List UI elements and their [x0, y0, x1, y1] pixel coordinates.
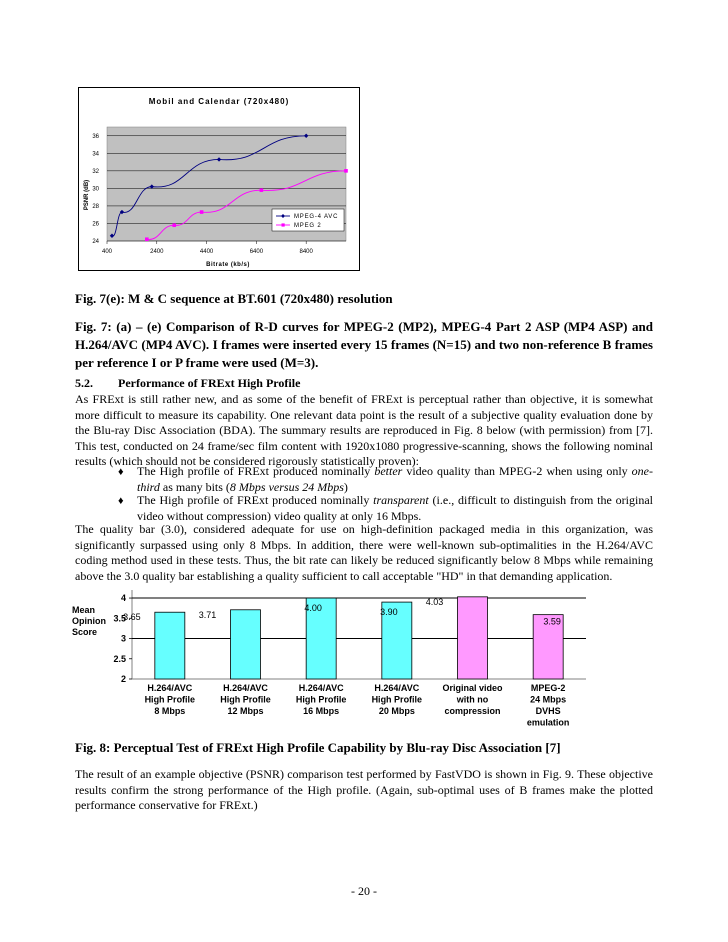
x-tick-label: High Profile — [371, 694, 423, 705]
data-label: 3.65 — [123, 612, 141, 623]
x-tick-label: 24 Mbps — [530, 694, 567, 705]
x-tick-label: 8400 — [299, 249, 313, 255]
x-tick-label: 20 Mbps — [378, 706, 415, 716]
legend-marker — [282, 223, 285, 226]
y-axis-label — [72, 605, 106, 637]
chart-title: Mobil and Calendar (720x480) — [148, 97, 290, 106]
fig7e-caption: Fig. 7(e): M & C sequence at BT.601 (720x480) resolution — [75, 291, 393, 306]
x-tick-label: High Profile — [295, 694, 347, 705]
x-tick-label: compression — [444, 706, 501, 716]
x-tick-label: H.264/AVC — [374, 683, 420, 693]
bar — [155, 612, 185, 679]
x-tick-label: H.264/AVC — [298, 683, 344, 693]
legend-label: MPEG-4 AVC — [294, 214, 339, 220]
x-tick-label: 8 Mbps — [154, 706, 186, 716]
x-tick-label: with no — [456, 694, 489, 705]
bullet-item-transparent-quality: The High profile of FRExt produced nominally transparent (i.e., difficult to distinguish from the original video without compression) video quality at only 16 Mbps. — [137, 493, 653, 523]
x-tick-label: High Profile — [220, 694, 271, 705]
y-tick-label: 3 — [120, 633, 126, 644]
paragraph-quality-bar: The quality bar (3.0), considered adequate for use on high-definition packaged media in this organization, was significantly surpassed using only 8 Mbps. In addition, there were well-known sub-optimalities in the H.264/AVC coding method used in these tests. Thus, the bit rate can likely be reduced significantly below 8 Mbps while remaining above the 3.0 quality bar establishing a quality sufficient to call acceptable "HD" in that demanding application. — [75, 522, 653, 583]
paragraph-psnr-results: The result of an example objective (PSNR) comparison test performed by FastVDO is shown in Fig. 9. These objective results confirm the strong performance of the High profile. (Again, sub-optimal uses of B frames make the plotted performance conservative for FRExt.) — [75, 767, 653, 812]
x-tick-label: Original video — [442, 683, 503, 693]
bar — [231, 610, 261, 679]
y-tick-label: 26 — [92, 221, 99, 228]
x-tick-label: High Profile — [144, 694, 196, 705]
section-title: Performance of FRExt High Profile — [118, 376, 301, 390]
x-axis-label: Bitrate (kb/s) — [206, 262, 250, 268]
bullet-item-better-quality: The High profile of FRExt produced nominally better video quality than MPEG-2 when using only one-third as many bits (8 Mbps versus 24 Mbps) — [137, 464, 653, 494]
section-number: 5.2. — [75, 376, 93, 390]
y-tick-label: 3.5 — [113, 613, 126, 624]
legend-label: MPEG 2 — [294, 223, 322, 229]
x-tick-label: 12 Mbps — [227, 706, 264, 716]
data-point — [260, 188, 264, 192]
y-tick-label: 28 — [92, 203, 99, 210]
plot-area — [92, 127, 347, 255]
data-label: 4.03 — [425, 596, 444, 607]
bullet-marker: ♦ — [118, 495, 124, 507]
x-tick-label: 6400 — [249, 249, 264, 255]
plot-area — [113, 590, 586, 728]
mos-bar-chart — [70, 582, 660, 732]
x-tick-label: H.264/AVC — [223, 683, 268, 693]
data-label: 4.00 — [304, 603, 322, 614]
x-tick-label: 400 — [101, 249, 113, 255]
bar — [458, 597, 488, 679]
section-heading — [75, 376, 300, 391]
y-tick-label: 2.5 — [113, 653, 126, 664]
x-tick-label: 4400 — [199, 249, 214, 255]
data-point — [172, 223, 176, 227]
x-tick-label: emulation — [526, 717, 570, 728]
svg-text:Score: Score — [72, 627, 98, 637]
data-label: 3.71 — [198, 609, 217, 620]
y-tick-label: 36 — [92, 133, 99, 140]
y-tick-label: 2 — [120, 674, 126, 684]
y-tick-label: 24 — [92, 239, 99, 245]
page-number: - 20 - — [351, 884, 377, 898]
bullet-marker: ♦ — [118, 466, 124, 478]
data-point — [200, 210, 204, 214]
data-point — [344, 169, 348, 173]
y-axis-label: PSNR (dB) — [84, 179, 90, 211]
y-tick-label: 32 — [92, 168, 99, 175]
y-tick-label: 4 — [120, 593, 126, 604]
data-label: 3.90 — [380, 607, 398, 618]
fig7-caption: Fig. 7: (a) – (e) Comparison of R-D curves for MPEG-2 (MP2), MPEG-4 Part 2 ASP (MP4 ASP) and H.264/AVC (MP4 AVC). I frames were inserted every 15 frames (N=15) and two non-reference B frames per reference I or P frame were used (M=3). — [75, 319, 653, 370]
data-point — [145, 237, 149, 241]
x-tick-label: 2400 — [150, 249, 164, 255]
rd-curve-chart — [78, 87, 360, 271]
fig8-caption: Fig. 8: Perceptual Test of FRExt High Profile Capability by Blu-ray Disc Association [7] — [75, 740, 561, 755]
paragraph-intro: As FRExt is still rather new, and as some of the benefit of FRExt is perceptual rather than objective, it is somewhat more difficult to measure its capability. One relevant data point is the result of a subjective quality evaluation done by the Blu-ray Disc Association (BDA). The summary results are reproduced in Fig. 8 below (with permission) from [7]. This test, conducted on 24 frame/sec film content with 1920x1080 progressive-scanning, shows the following nominal results (which should not be considered rigorously statistically proven): — [75, 392, 653, 468]
data-label: 3.59 — [543, 616, 561, 627]
x-tick-label: H.264/AVC — [147, 683, 193, 693]
svg-text:Mean: Mean — [72, 605, 96, 615]
x-tick-label: MPEG-2 — [530, 683, 566, 693]
x-tick-label: 16 Mbps — [303, 706, 340, 716]
y-tick-label: 30 — [92, 186, 99, 193]
svg-text:Opinion: Opinion — [72, 616, 106, 626]
y-tick-label: 34 — [92, 151, 99, 158]
x-tick-label: DVHS — [535, 706, 561, 716]
